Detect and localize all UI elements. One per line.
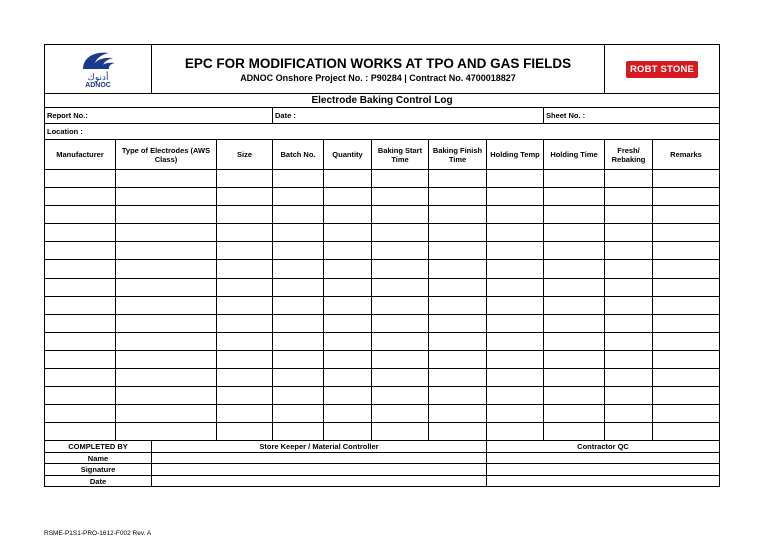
robt-logo (605, 45, 720, 94)
table-cell[interactable] (45, 405, 116, 423)
table-cell[interactable] (653, 387, 720, 405)
table-cell[interactable] (605, 332, 653, 350)
table-cell[interactable] (544, 224, 605, 242)
table-cell[interactable] (429, 224, 487, 242)
table-cell[interactable] (324, 242, 372, 260)
table-cell[interactable] (487, 170, 544, 188)
table-cell[interactable] (217, 350, 273, 368)
table-cell[interactable] (45, 224, 116, 242)
table-cell[interactable] (429, 188, 487, 206)
table-cell[interactable] (372, 224, 429, 242)
table-cell[interactable] (429, 369, 487, 387)
table-cell[interactable] (544, 242, 605, 260)
table-cell[interactable] (324, 369, 372, 387)
table-cell[interactable] (544, 296, 605, 314)
table-cell[interactable] (45, 278, 116, 296)
table-cell[interactable] (605, 387, 653, 405)
table-cell[interactable] (653, 423, 720, 441)
table-cell[interactable] (45, 350, 116, 368)
table-row (45, 369, 720, 387)
table-cell[interactable] (217, 423, 273, 441)
table-cell[interactable] (429, 423, 487, 441)
table-cell[interactable] (544, 260, 605, 278)
table-cell[interactable] (605, 188, 653, 206)
location-label: Location : (47, 127, 83, 136)
table-cell[interactable] (217, 278, 273, 296)
table-cell[interactable] (45, 260, 116, 278)
table-cell[interactable] (487, 224, 544, 242)
col-remarks: Remarks (653, 140, 720, 170)
table-cell[interactable] (324, 278, 372, 296)
table-cell[interactable] (116, 188, 217, 206)
date-label: Date : (275, 111, 296, 120)
table-cell[interactable] (324, 206, 372, 224)
table-cell[interactable] (324, 170, 372, 188)
table-cell[interactable] (429, 350, 487, 368)
table-cell[interactable] (273, 170, 324, 188)
adnoc-text: ADNOC (85, 82, 111, 89)
table-cell[interactable] (116, 405, 217, 423)
table-cell[interactable] (487, 350, 544, 368)
table-cell[interactable] (273, 387, 324, 405)
document-code: RSME-P1S1-PRO-1612-F002 Rev. A (44, 530, 152, 537)
table-cell[interactable] (653, 296, 720, 314)
table-cell[interactable] (273, 405, 324, 423)
table-cell[interactable] (116, 260, 217, 278)
log-body (45, 170, 720, 441)
table-cell[interactable] (372, 423, 429, 441)
table-cell[interactable] (45, 423, 116, 441)
table-cell[interactable] (487, 188, 544, 206)
table-cell[interactable] (273, 423, 324, 441)
title-cell (152, 45, 605, 94)
table-cell[interactable] (45, 314, 116, 332)
table-cell[interactable] (116, 332, 217, 350)
col-baking-finish: Baking Finish Time (429, 140, 487, 170)
store-keeper-signature-field[interactable] (152, 464, 487, 476)
table-cell[interactable] (372, 332, 429, 350)
table-cell[interactable] (273, 296, 324, 314)
table-cell[interactable] (324, 423, 372, 441)
table-row (45, 242, 720, 260)
form-sheet (44, 44, 719, 487)
table-row (45, 224, 720, 242)
table-cell[interactable] (324, 224, 372, 242)
table-cell[interactable] (544, 369, 605, 387)
table-cell[interactable] (116, 170, 217, 188)
store-keeper-name-field[interactable] (152, 452, 487, 464)
table-row (45, 206, 720, 224)
table-cell[interactable] (605, 224, 653, 242)
table-cell[interactable] (273, 260, 324, 278)
table-cell[interactable] (217, 369, 273, 387)
col-size: Size (217, 140, 273, 170)
table-cell[interactable] (487, 423, 544, 441)
table-cell[interactable] (273, 224, 324, 242)
table-cell[interactable] (653, 206, 720, 224)
table-row (45, 260, 720, 278)
table-cell[interactable] (273, 350, 324, 368)
table-cell[interactable] (217, 188, 273, 206)
table-cell[interactable] (429, 260, 487, 278)
table-cell[interactable] (605, 423, 653, 441)
col-holding-time: Holding Time (544, 140, 605, 170)
table-cell[interactable] (45, 242, 116, 260)
sheet-no-field[interactable] (544, 108, 720, 124)
table-row (45, 188, 720, 206)
table-cell[interactable] (487, 369, 544, 387)
table-cell[interactable] (653, 242, 720, 260)
table-cell[interactable] (487, 314, 544, 332)
table-cell[interactable] (217, 387, 273, 405)
table-cell[interactable] (605, 296, 653, 314)
table-cell[interactable] (544, 188, 605, 206)
qc-date-field[interactable] (487, 475, 720, 487)
table-cell[interactable] (487, 242, 544, 260)
table-cell[interactable] (116, 350, 217, 368)
table-cell[interactable] (653, 224, 720, 242)
table-cell[interactable] (544, 314, 605, 332)
table-cell[interactable] (372, 260, 429, 278)
table-cell[interactable] (324, 188, 372, 206)
table-cell[interactable] (544, 332, 605, 350)
table-cell[interactable] (217, 314, 273, 332)
adnoc-logo (45, 45, 152, 94)
table-cell[interactable] (605, 260, 653, 278)
store-keeper-date-field[interactable] (152, 475, 487, 487)
table-cell[interactable] (653, 260, 720, 278)
table-cell[interactable] (217, 242, 273, 260)
table-cell[interactable] (217, 206, 273, 224)
signature-label: Signature (45, 464, 152, 476)
table-row (45, 405, 720, 423)
adnoc-flame-icon (75, 49, 121, 71)
table-cell[interactable] (544, 206, 605, 224)
table-cell[interactable] (429, 206, 487, 224)
table-cell[interactable] (653, 170, 720, 188)
table-cell[interactable] (273, 314, 324, 332)
table-cell[interactable] (273, 206, 324, 224)
col-holding-temp: Holding Temp (487, 140, 544, 170)
table-cell[interactable] (116, 224, 217, 242)
date-field[interactable] (273, 108, 544, 124)
contractor-qc-label: Contractor QC (487, 441, 720, 453)
table-cell[interactable] (273, 242, 324, 260)
name-label: Name (45, 452, 152, 464)
table-cell[interactable] (544, 278, 605, 296)
table-cell[interactable] (372, 314, 429, 332)
table-cell[interactable] (324, 387, 372, 405)
table-cell[interactable] (544, 170, 605, 188)
table-cell[interactable] (605, 314, 653, 332)
table-cell[interactable] (116, 423, 217, 441)
table-cell[interactable] (372, 296, 429, 314)
table-cell[interactable] (45, 206, 116, 224)
table-cell[interactable] (372, 170, 429, 188)
qc-signature-field[interactable] (487, 464, 720, 476)
table-cell[interactable] (372, 278, 429, 296)
report-no-label: Report No.: (47, 111, 88, 120)
table-cell[interactable] (429, 405, 487, 423)
table-cell[interactable] (605, 206, 653, 224)
table-cell[interactable] (487, 260, 544, 278)
qc-name-field[interactable] (487, 452, 720, 464)
table-cell[interactable] (653, 314, 720, 332)
form-table (44, 44, 720, 487)
table-cell[interactable] (116, 387, 217, 405)
form-title: Electrode Baking Control Log (45, 94, 720, 108)
col-quantity: Quantity (324, 140, 372, 170)
table-row (45, 170, 720, 188)
table-cell[interactable] (273, 278, 324, 296)
table-row (45, 296, 720, 314)
table-cell[interactable] (324, 350, 372, 368)
table-cell[interactable] (544, 405, 605, 423)
table-row (45, 423, 720, 441)
table-cell[interactable] (217, 170, 273, 188)
table-cell[interactable] (372, 369, 429, 387)
col-fresh-rebaking: Fresh/ Rebaking (605, 140, 653, 170)
table-cell[interactable] (653, 278, 720, 296)
col-baking-start: Baking Start Time (372, 140, 429, 170)
project-subtitle: ADNOC Onshore Project No. : P90284 | Contract No. 4700018827 (240, 72, 516, 83)
table-cell[interactable] (429, 296, 487, 314)
store-keeper-label: Store Keeper / Material Controller (152, 441, 487, 453)
table-cell[interactable] (372, 387, 429, 405)
column-header-row (45, 140, 720, 170)
table-row (45, 314, 720, 332)
table-cell[interactable] (324, 314, 372, 332)
table-cell[interactable] (324, 260, 372, 278)
table-cell[interactable] (45, 296, 116, 314)
sheet-no-label: Sheet No. : (546, 111, 586, 120)
table-cell[interactable] (544, 423, 605, 441)
table-cell[interactable] (653, 350, 720, 368)
page-title: EPC FOR MODIFICATION WORKS AT TPO AND GAS FIELDS (184, 55, 572, 71)
table-cell[interactable] (217, 224, 273, 242)
table-cell[interactable] (372, 188, 429, 206)
table-cell[interactable] (605, 170, 653, 188)
table-cell[interactable] (487, 387, 544, 405)
table-cell[interactable] (217, 405, 273, 423)
table-cell[interactable] (116, 296, 217, 314)
col-batch-no: Batch No. (273, 140, 324, 170)
table-cell[interactable] (487, 206, 544, 224)
table-cell[interactable] (605, 278, 653, 296)
table-cell[interactable] (429, 387, 487, 405)
table-cell[interactable] (372, 350, 429, 368)
table-cell[interactable] (487, 332, 544, 350)
table-row (45, 350, 720, 368)
table-cell[interactable] (653, 369, 720, 387)
table-cell[interactable] (324, 332, 372, 350)
header-row (45, 45, 720, 94)
table-cell[interactable] (544, 350, 605, 368)
table-cell[interactable] (273, 369, 324, 387)
table-cell[interactable] (217, 296, 273, 314)
table-cell[interactable] (217, 260, 273, 278)
table-cell[interactable] (273, 188, 324, 206)
report-no-field[interactable] (45, 108, 273, 124)
table-cell[interactable] (45, 387, 116, 405)
table-cell[interactable] (605, 242, 653, 260)
table-cell[interactable] (487, 405, 544, 423)
table-cell[interactable] (487, 296, 544, 314)
col-electrode-type: Type of Electrodes (AWS Class) (116, 140, 217, 170)
table-cell[interactable] (116, 206, 217, 224)
completed-by-label: COMPLETED BY (45, 441, 152, 453)
table-cell[interactable] (544, 387, 605, 405)
table-cell[interactable] (653, 332, 720, 350)
table-row (45, 278, 720, 296)
table-cell[interactable] (217, 332, 273, 350)
table-cell[interactable] (605, 405, 653, 423)
table-cell[interactable] (116, 369, 217, 387)
table-cell[interactable] (116, 278, 217, 296)
date-label-footer: Date (45, 475, 152, 487)
col-manufacturer: Manufacturer (45, 140, 116, 170)
table-cell[interactable] (372, 242, 429, 260)
table-cell[interactable] (372, 206, 429, 224)
table-row (45, 387, 720, 405)
table-cell[interactable] (45, 188, 116, 206)
table-cell[interactable] (429, 170, 487, 188)
table-cell[interactable] (372, 405, 429, 423)
robt-stone-logo: ROBT STONE (626, 61, 698, 78)
table-cell[interactable] (605, 350, 653, 368)
table-row (45, 332, 720, 350)
adnoc-arabic-text: أدنوك (87, 72, 109, 82)
table-cell[interactable] (429, 314, 487, 332)
table-cell[interactable] (45, 332, 116, 350)
table-cell[interactable] (653, 188, 720, 206)
table-cell[interactable] (45, 170, 116, 188)
table-cell[interactable] (324, 405, 372, 423)
location-field[interactable] (45, 124, 720, 140)
table-cell[interactable] (116, 242, 217, 260)
table-cell[interactable] (429, 278, 487, 296)
table-cell[interactable] (116, 314, 217, 332)
table-cell[interactable] (487, 278, 544, 296)
table-cell[interactable] (653, 405, 720, 423)
table-cell[interactable] (273, 332, 324, 350)
table-cell[interactable] (429, 242, 487, 260)
table-cell[interactable] (605, 369, 653, 387)
table-cell[interactable] (429, 332, 487, 350)
table-cell[interactable] (45, 369, 116, 387)
table-cell[interactable] (324, 296, 372, 314)
